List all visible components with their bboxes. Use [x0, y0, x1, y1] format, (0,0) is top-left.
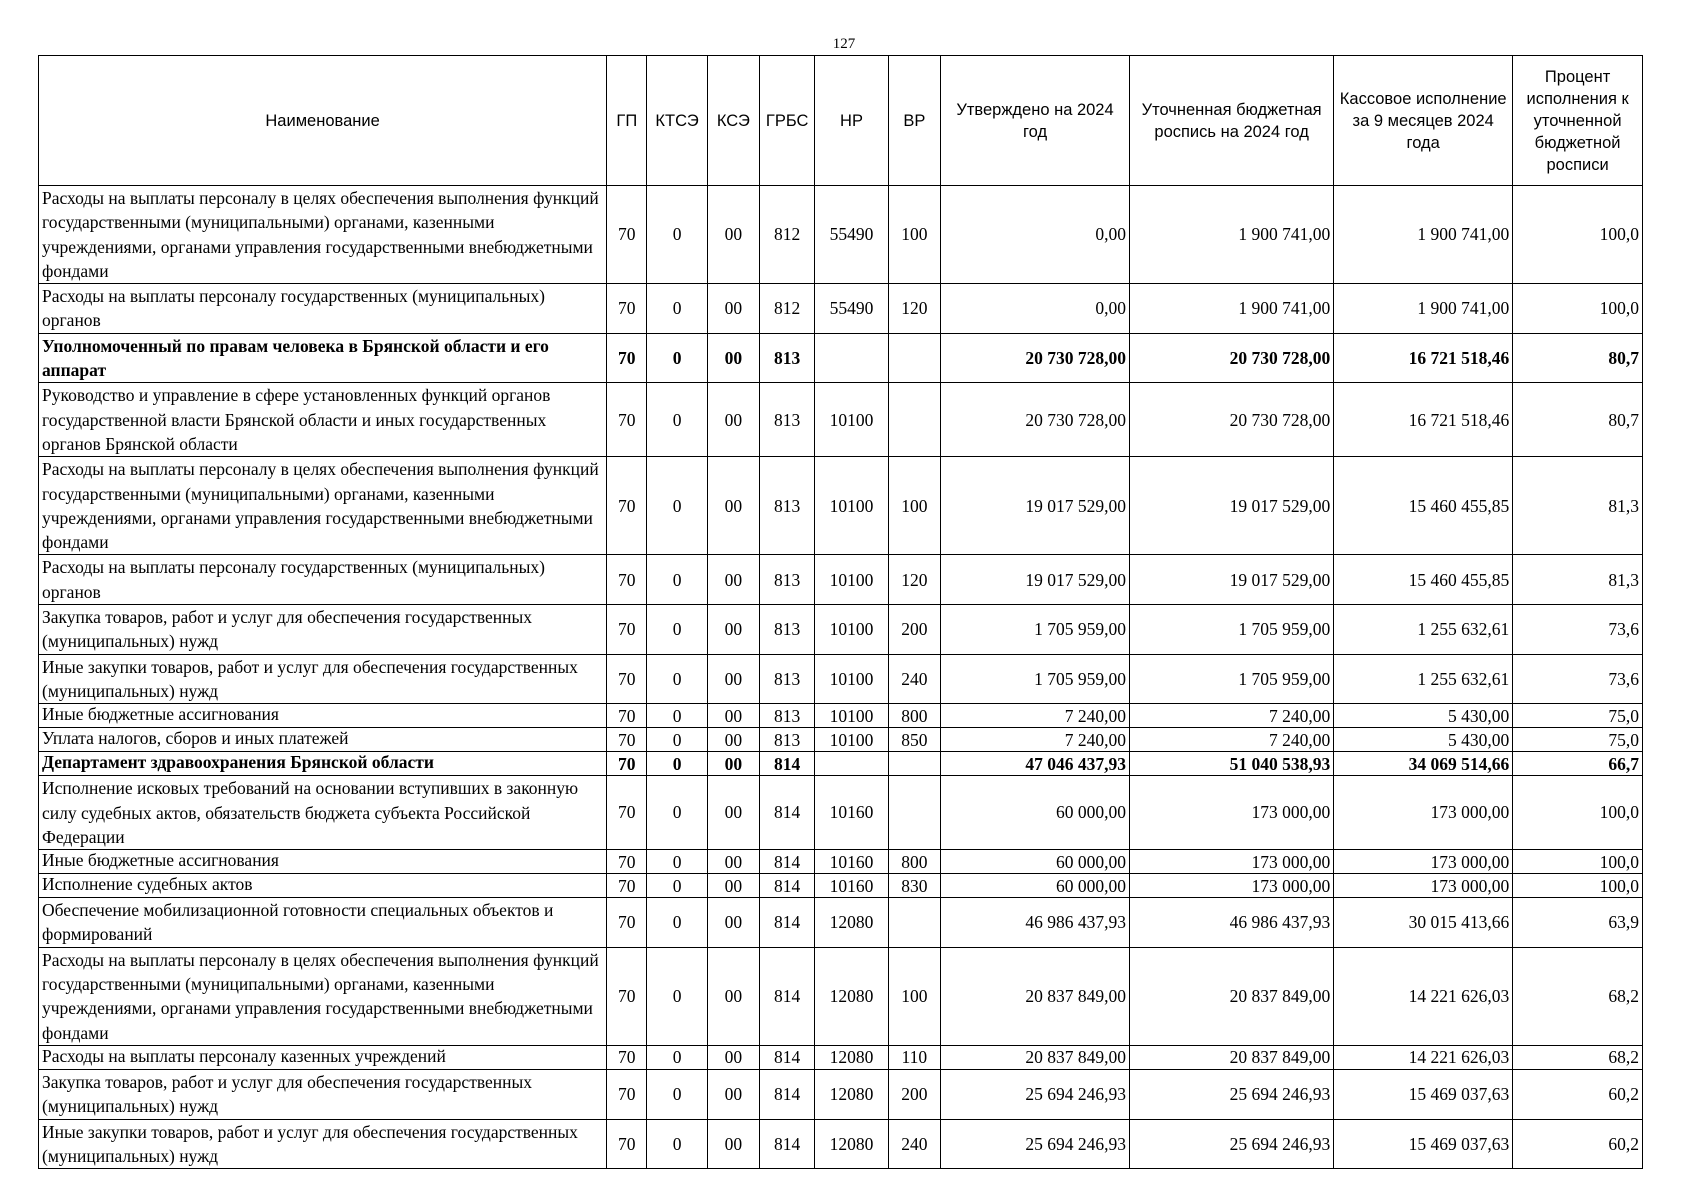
cell-vr: 100	[888, 186, 940, 284]
cell-approved: 19 017 529,00	[941, 457, 1130, 555]
cell-ktse: 0	[647, 874, 707, 898]
cell-ktse: 0	[647, 704, 707, 728]
cell-grbs: 814	[760, 947, 815, 1045]
cell-name: Иные бюджетные ассигнования	[39, 704, 607, 728]
cell-kse: 00	[707, 457, 759, 555]
cell-percent: 75,0	[1513, 728, 1643, 752]
cell-kse: 00	[707, 1045, 759, 1069]
cell-name: Иные бюджетные ассигнования	[39, 850, 607, 874]
cell-gp: 70	[607, 898, 647, 948]
cell-ktse: 0	[647, 776, 707, 850]
cell-refined: 173 000,00	[1130, 776, 1334, 850]
cell-vr: 200	[888, 605, 940, 655]
header-vr: ВР	[888, 56, 940, 186]
cell-percent: 100,0	[1513, 776, 1643, 850]
cell-kse: 00	[707, 850, 759, 874]
cell-vr: 120	[888, 555, 940, 605]
cell-approved: 60 000,00	[941, 874, 1130, 898]
cell-gp: 70	[607, 284, 647, 334]
cell-percent: 80,7	[1513, 333, 1643, 383]
cell-approved: 20 730 728,00	[941, 383, 1130, 457]
cell-percent: 100,0	[1513, 284, 1643, 334]
cell-kse: 00	[707, 874, 759, 898]
cell-vr	[888, 333, 940, 383]
budget-table	[38, 55, 1643, 1169]
cell-percent: 100,0	[1513, 850, 1643, 874]
cell-name: Иные закупки товаров, работ и услуг для обеспечения государственных (муниципальных) нужд	[39, 1119, 607, 1169]
header-ktse: КТСЭ	[647, 56, 707, 186]
header-percent: Процент исполнения к уточненной бюджетной росписи	[1513, 56, 1643, 186]
cell-percent: 81,3	[1513, 457, 1643, 555]
cell-vr: 830	[888, 874, 940, 898]
cell-np: 10100	[815, 728, 888, 752]
cell-grbs: 813	[760, 704, 815, 728]
cell-name: Обеспечение мобилизационной готовности специальных объектов и формирований	[39, 898, 607, 948]
cell-cash: 15 460 455,85	[1334, 457, 1513, 555]
cell-grbs: 814	[760, 1119, 815, 1169]
cell-gp: 70	[607, 605, 647, 655]
header-gp: ГП	[607, 56, 647, 186]
cell-cash: 16 721 518,46	[1334, 383, 1513, 457]
cell-name: Закупка товаров, работ и услуг для обеспечения государственных (муниципальных) нужд	[39, 605, 607, 655]
cell-ktse: 0	[647, 1045, 707, 1069]
table-row	[39, 284, 1643, 334]
cell-percent: 73,6	[1513, 654, 1643, 704]
cell-cash: 173 000,00	[1334, 776, 1513, 850]
table-row	[39, 1119, 1643, 1169]
cell-np: 55490	[815, 284, 888, 334]
cell-name: Уплата налогов, сборов и иных платежей	[39, 728, 607, 752]
cell-kse: 00	[707, 704, 759, 728]
cell-kse: 00	[707, 284, 759, 334]
table-row	[39, 555, 1643, 605]
table-row	[39, 654, 1643, 704]
cell-percent: 100,0	[1513, 874, 1643, 898]
cell-gp: 70	[607, 383, 647, 457]
cell-np: 10100	[815, 605, 888, 655]
cell-grbs: 814	[760, 752, 815, 776]
cell-approved: 7 240,00	[941, 728, 1130, 752]
cell-ktse: 0	[647, 898, 707, 948]
cell-refined: 51 040 538,93	[1130, 752, 1334, 776]
cell-approved: 20 837 849,00	[941, 947, 1130, 1045]
cell-vr: 240	[888, 654, 940, 704]
cell-gp: 70	[607, 186, 647, 284]
cell-grbs: 814	[760, 850, 815, 874]
cell-gp: 70	[607, 333, 647, 383]
cell-refined: 19 017 529,00	[1130, 555, 1334, 605]
cell-gp: 70	[607, 457, 647, 555]
cell-percent: 66,7	[1513, 752, 1643, 776]
cell-cash: 173 000,00	[1334, 874, 1513, 898]
cell-name: Иные закупки товаров, работ и услуг для обеспечения государственных (муниципальных) нужд	[39, 654, 607, 704]
cell-name: Расходы на выплаты персоналу в целях обеспечения выполнения функций государственными (муниципальными) органами, казенными учреждениями, органами управления государственными внебюджетными фондами	[39, 186, 607, 284]
cell-gp: 70	[607, 850, 647, 874]
table-row	[39, 752, 1643, 776]
cell-approved: 25 694 246,93	[941, 1069, 1130, 1119]
table-row	[39, 383, 1643, 457]
cell-grbs: 814	[760, 1069, 815, 1119]
cell-gp: 70	[607, 947, 647, 1045]
cell-cash: 15 469 037,63	[1334, 1069, 1513, 1119]
cell-percent: 60,2	[1513, 1119, 1643, 1169]
cell-refined: 20 837 849,00	[1130, 1045, 1334, 1069]
cell-grbs: 813	[760, 555, 815, 605]
cell-refined: 7 240,00	[1130, 728, 1334, 752]
cell-np: 12080	[815, 1045, 888, 1069]
cell-ktse: 0	[647, 850, 707, 874]
cell-cash: 34 069 514,66	[1334, 752, 1513, 776]
cell-kse: 00	[707, 555, 759, 605]
cell-ktse: 0	[647, 654, 707, 704]
cell-percent: 60,2	[1513, 1069, 1643, 1119]
cell-refined: 1 705 959,00	[1130, 605, 1334, 655]
cell-np: 12080	[815, 1119, 888, 1169]
cell-refined: 20 730 728,00	[1130, 333, 1334, 383]
cell-vr: 850	[888, 728, 940, 752]
cell-gp: 70	[607, 654, 647, 704]
cell-vr: 100	[888, 947, 940, 1045]
cell-np: 12080	[815, 947, 888, 1045]
cell-grbs: 812	[760, 284, 815, 334]
cell-grbs: 813	[760, 605, 815, 655]
cell-ktse: 0	[647, 1119, 707, 1169]
cell-refined: 19 017 529,00	[1130, 457, 1334, 555]
cell-ktse: 0	[647, 728, 707, 752]
cell-kse: 00	[707, 333, 759, 383]
cell-percent: 100,0	[1513, 186, 1643, 284]
cell-vr	[888, 383, 940, 457]
cell-percent: 68,2	[1513, 947, 1643, 1045]
cell-name: Уполномоченный по правам человека в Брянской области и его аппарат	[39, 333, 607, 383]
header-cash: Кассовое исполнение за 9 месяцев 2024 года	[1334, 56, 1513, 186]
cell-percent: 63,9	[1513, 898, 1643, 948]
cell-np: 10100	[815, 457, 888, 555]
cell-cash: 1 255 632,61	[1334, 605, 1513, 655]
cell-cash: 5 430,00	[1334, 704, 1513, 728]
cell-refined: 173 000,00	[1130, 874, 1334, 898]
cell-np: 12080	[815, 898, 888, 948]
cell-approved: 1 705 959,00	[941, 605, 1130, 655]
cell-approved: 1 705 959,00	[941, 654, 1130, 704]
table-row	[39, 728, 1643, 752]
cell-vr: 800	[888, 850, 940, 874]
cell-approved: 19 017 529,00	[941, 555, 1130, 605]
cell-np: 10160	[815, 776, 888, 850]
cell-percent: 68,2	[1513, 1045, 1643, 1069]
cell-gp: 70	[607, 776, 647, 850]
table-row	[39, 333, 1643, 383]
cell-name: Расходы на выплаты персоналу государственных (муниципальных) органов	[39, 555, 607, 605]
cell-ktse: 0	[647, 457, 707, 555]
cell-approved: 25 694 246,93	[941, 1119, 1130, 1169]
cell-approved: 20 837 849,00	[941, 1045, 1130, 1069]
cell-grbs: 813	[760, 728, 815, 752]
cell-vr: 100	[888, 457, 940, 555]
cell-grbs: 813	[760, 333, 815, 383]
cell-grbs: 814	[760, 1045, 815, 1069]
cell-ktse: 0	[647, 947, 707, 1045]
cell-gp: 70	[607, 728, 647, 752]
cell-cash: 1 900 741,00	[1334, 186, 1513, 284]
table-row	[39, 898, 1643, 948]
cell-ktse: 0	[647, 555, 707, 605]
cell-gp: 70	[607, 752, 647, 776]
cell-name: Расходы на выплаты персоналу в целях обеспечения выполнения функций государственными (муниципальными) органами, казенными учреждениями, органами управления государственными внебюджетными фондами	[39, 947, 607, 1045]
cell-kse: 00	[707, 605, 759, 655]
cell-np: 10100	[815, 383, 888, 457]
cell-gp: 70	[607, 555, 647, 605]
cell-name: Руководство и управление в сфере установленных функций органов государственной власти Брянской области и иных государственных органов Брянской области	[39, 383, 607, 457]
cell-vr	[888, 776, 940, 850]
cell-np: 12080	[815, 1069, 888, 1119]
cell-np: 55490	[815, 186, 888, 284]
cell-approved: 60 000,00	[941, 776, 1130, 850]
cell-cash: 15 469 037,63	[1334, 1119, 1513, 1169]
cell-np: 10160	[815, 850, 888, 874]
cell-np: 10100	[815, 704, 888, 728]
cell-approved: 60 000,00	[941, 850, 1130, 874]
cell-gp: 70	[607, 874, 647, 898]
cell-grbs: 814	[760, 776, 815, 850]
cell-vr: 240	[888, 1119, 940, 1169]
cell-refined: 173 000,00	[1130, 850, 1334, 874]
cell-np	[815, 333, 888, 383]
cell-refined: 20 837 849,00	[1130, 947, 1334, 1045]
table-row	[39, 457, 1643, 555]
cell-grbs: 813	[760, 654, 815, 704]
header-kse: КСЭ	[707, 56, 759, 186]
cell-kse: 00	[707, 383, 759, 457]
cell-name: Расходы на выплаты персоналу в целях обеспечения выполнения функций государственными (муниципальными) органами, казенными учреждениями, органами управления государственными внебюджетными фондами	[39, 457, 607, 555]
cell-approved: 0,00	[941, 186, 1130, 284]
cell-np: 10100	[815, 654, 888, 704]
cell-approved: 0,00	[941, 284, 1130, 334]
cell-ktse: 0	[647, 1069, 707, 1119]
table-row	[39, 850, 1643, 874]
cell-gp: 70	[607, 1069, 647, 1119]
cell-name: Расходы на выплаты персоналу казенных учреждений	[39, 1045, 607, 1069]
cell-kse: 00	[707, 947, 759, 1045]
cell-refined: 25 694 246,93	[1130, 1069, 1334, 1119]
cell-vr	[888, 898, 940, 948]
cell-grbs: 814	[760, 898, 815, 948]
cell-approved: 46 986 437,93	[941, 898, 1130, 948]
cell-cash: 14 221 626,03	[1334, 947, 1513, 1045]
cell-ktse: 0	[647, 605, 707, 655]
cell-ktse: 0	[647, 284, 707, 334]
cell-vr	[888, 752, 940, 776]
header-approved: Утверждено на 2024 год	[941, 56, 1130, 186]
cell-refined: 25 694 246,93	[1130, 1119, 1334, 1169]
cell-cash: 5 430,00	[1334, 728, 1513, 752]
cell-kse: 00	[707, 654, 759, 704]
cell-kse: 00	[707, 1069, 759, 1119]
cell-percent: 81,3	[1513, 555, 1643, 605]
cell-vr: 120	[888, 284, 940, 334]
cell-refined: 1 900 741,00	[1130, 186, 1334, 284]
cell-refined: 20 730 728,00	[1130, 383, 1334, 457]
cell-kse: 00	[707, 1119, 759, 1169]
cell-refined: 1 900 741,00	[1130, 284, 1334, 334]
cell-name: Исполнение исковых требований на основании вступивших в законную силу судебных актов, обязательств бюджета субъекта Российской Федерации	[39, 776, 607, 850]
table-row	[39, 605, 1643, 655]
cell-vr: 800	[888, 704, 940, 728]
cell-grbs: 813	[760, 383, 815, 457]
cell-cash: 30 015 413,66	[1334, 898, 1513, 948]
cell-kse: 00	[707, 752, 759, 776]
table-row	[39, 704, 1643, 728]
table-header-row	[39, 56, 1643, 186]
cell-gp: 70	[607, 1119, 647, 1169]
cell-name: Исполнение судебных актов	[39, 874, 607, 898]
header-name: Наименование	[39, 56, 607, 186]
table-row	[39, 186, 1643, 284]
cell-kse: 00	[707, 186, 759, 284]
cell-name: Закупка товаров, работ и услуг для обеспечения государственных (муниципальных) нужд	[39, 1069, 607, 1119]
cell-np: 10160	[815, 874, 888, 898]
cell-cash: 173 000,00	[1334, 850, 1513, 874]
cell-cash: 1 900 741,00	[1334, 284, 1513, 334]
cell-refined: 1 705 959,00	[1130, 654, 1334, 704]
cell-grbs: 813	[760, 457, 815, 555]
cell-percent: 73,6	[1513, 605, 1643, 655]
cell-ktse: 0	[647, 186, 707, 284]
cell-cash: 16 721 518,46	[1334, 333, 1513, 383]
cell-gp: 70	[607, 1045, 647, 1069]
cell-vr: 110	[888, 1045, 940, 1069]
cell-name: Департамент здравоохранения Брянской области	[39, 752, 607, 776]
header-refined: Уточненная бюджетная роспись на 2024 год	[1130, 56, 1334, 186]
table-row	[39, 1069, 1643, 1119]
cell-ktse: 0	[647, 752, 707, 776]
header-np: НР	[815, 56, 888, 186]
cell-ktse: 0	[647, 333, 707, 383]
table-row	[39, 874, 1643, 898]
cell-grbs: 814	[760, 874, 815, 898]
cell-kse: 00	[707, 728, 759, 752]
cell-refined: 46 986 437,93	[1130, 898, 1334, 948]
page-number: 127	[832, 36, 856, 52]
table-row	[39, 776, 1643, 850]
cell-kse: 00	[707, 776, 759, 850]
cell-percent: 80,7	[1513, 383, 1643, 457]
cell-gp: 70	[607, 704, 647, 728]
header-grbs: ГРБС	[760, 56, 815, 186]
cell-percent: 75,0	[1513, 704, 1643, 728]
cell-cash: 1 255 632,61	[1334, 654, 1513, 704]
cell-np: 10100	[815, 555, 888, 605]
cell-approved: 20 730 728,00	[941, 333, 1130, 383]
cell-np	[815, 752, 888, 776]
cell-kse: 00	[707, 898, 759, 948]
cell-cash: 15 460 455,85	[1334, 555, 1513, 605]
table-row	[39, 1045, 1643, 1069]
table-row	[39, 947, 1643, 1045]
cell-ktse: 0	[647, 383, 707, 457]
cell-name: Расходы на выплаты персоналу государственных (муниципальных) органов	[39, 284, 607, 334]
cell-approved: 47 046 437,93	[941, 752, 1130, 776]
cell-vr: 200	[888, 1069, 940, 1119]
cell-cash: 14 221 626,03	[1334, 1045, 1513, 1069]
cell-approved: 7 240,00	[941, 704, 1130, 728]
cell-grbs: 812	[760, 186, 815, 284]
cell-refined: 7 240,00	[1130, 704, 1334, 728]
